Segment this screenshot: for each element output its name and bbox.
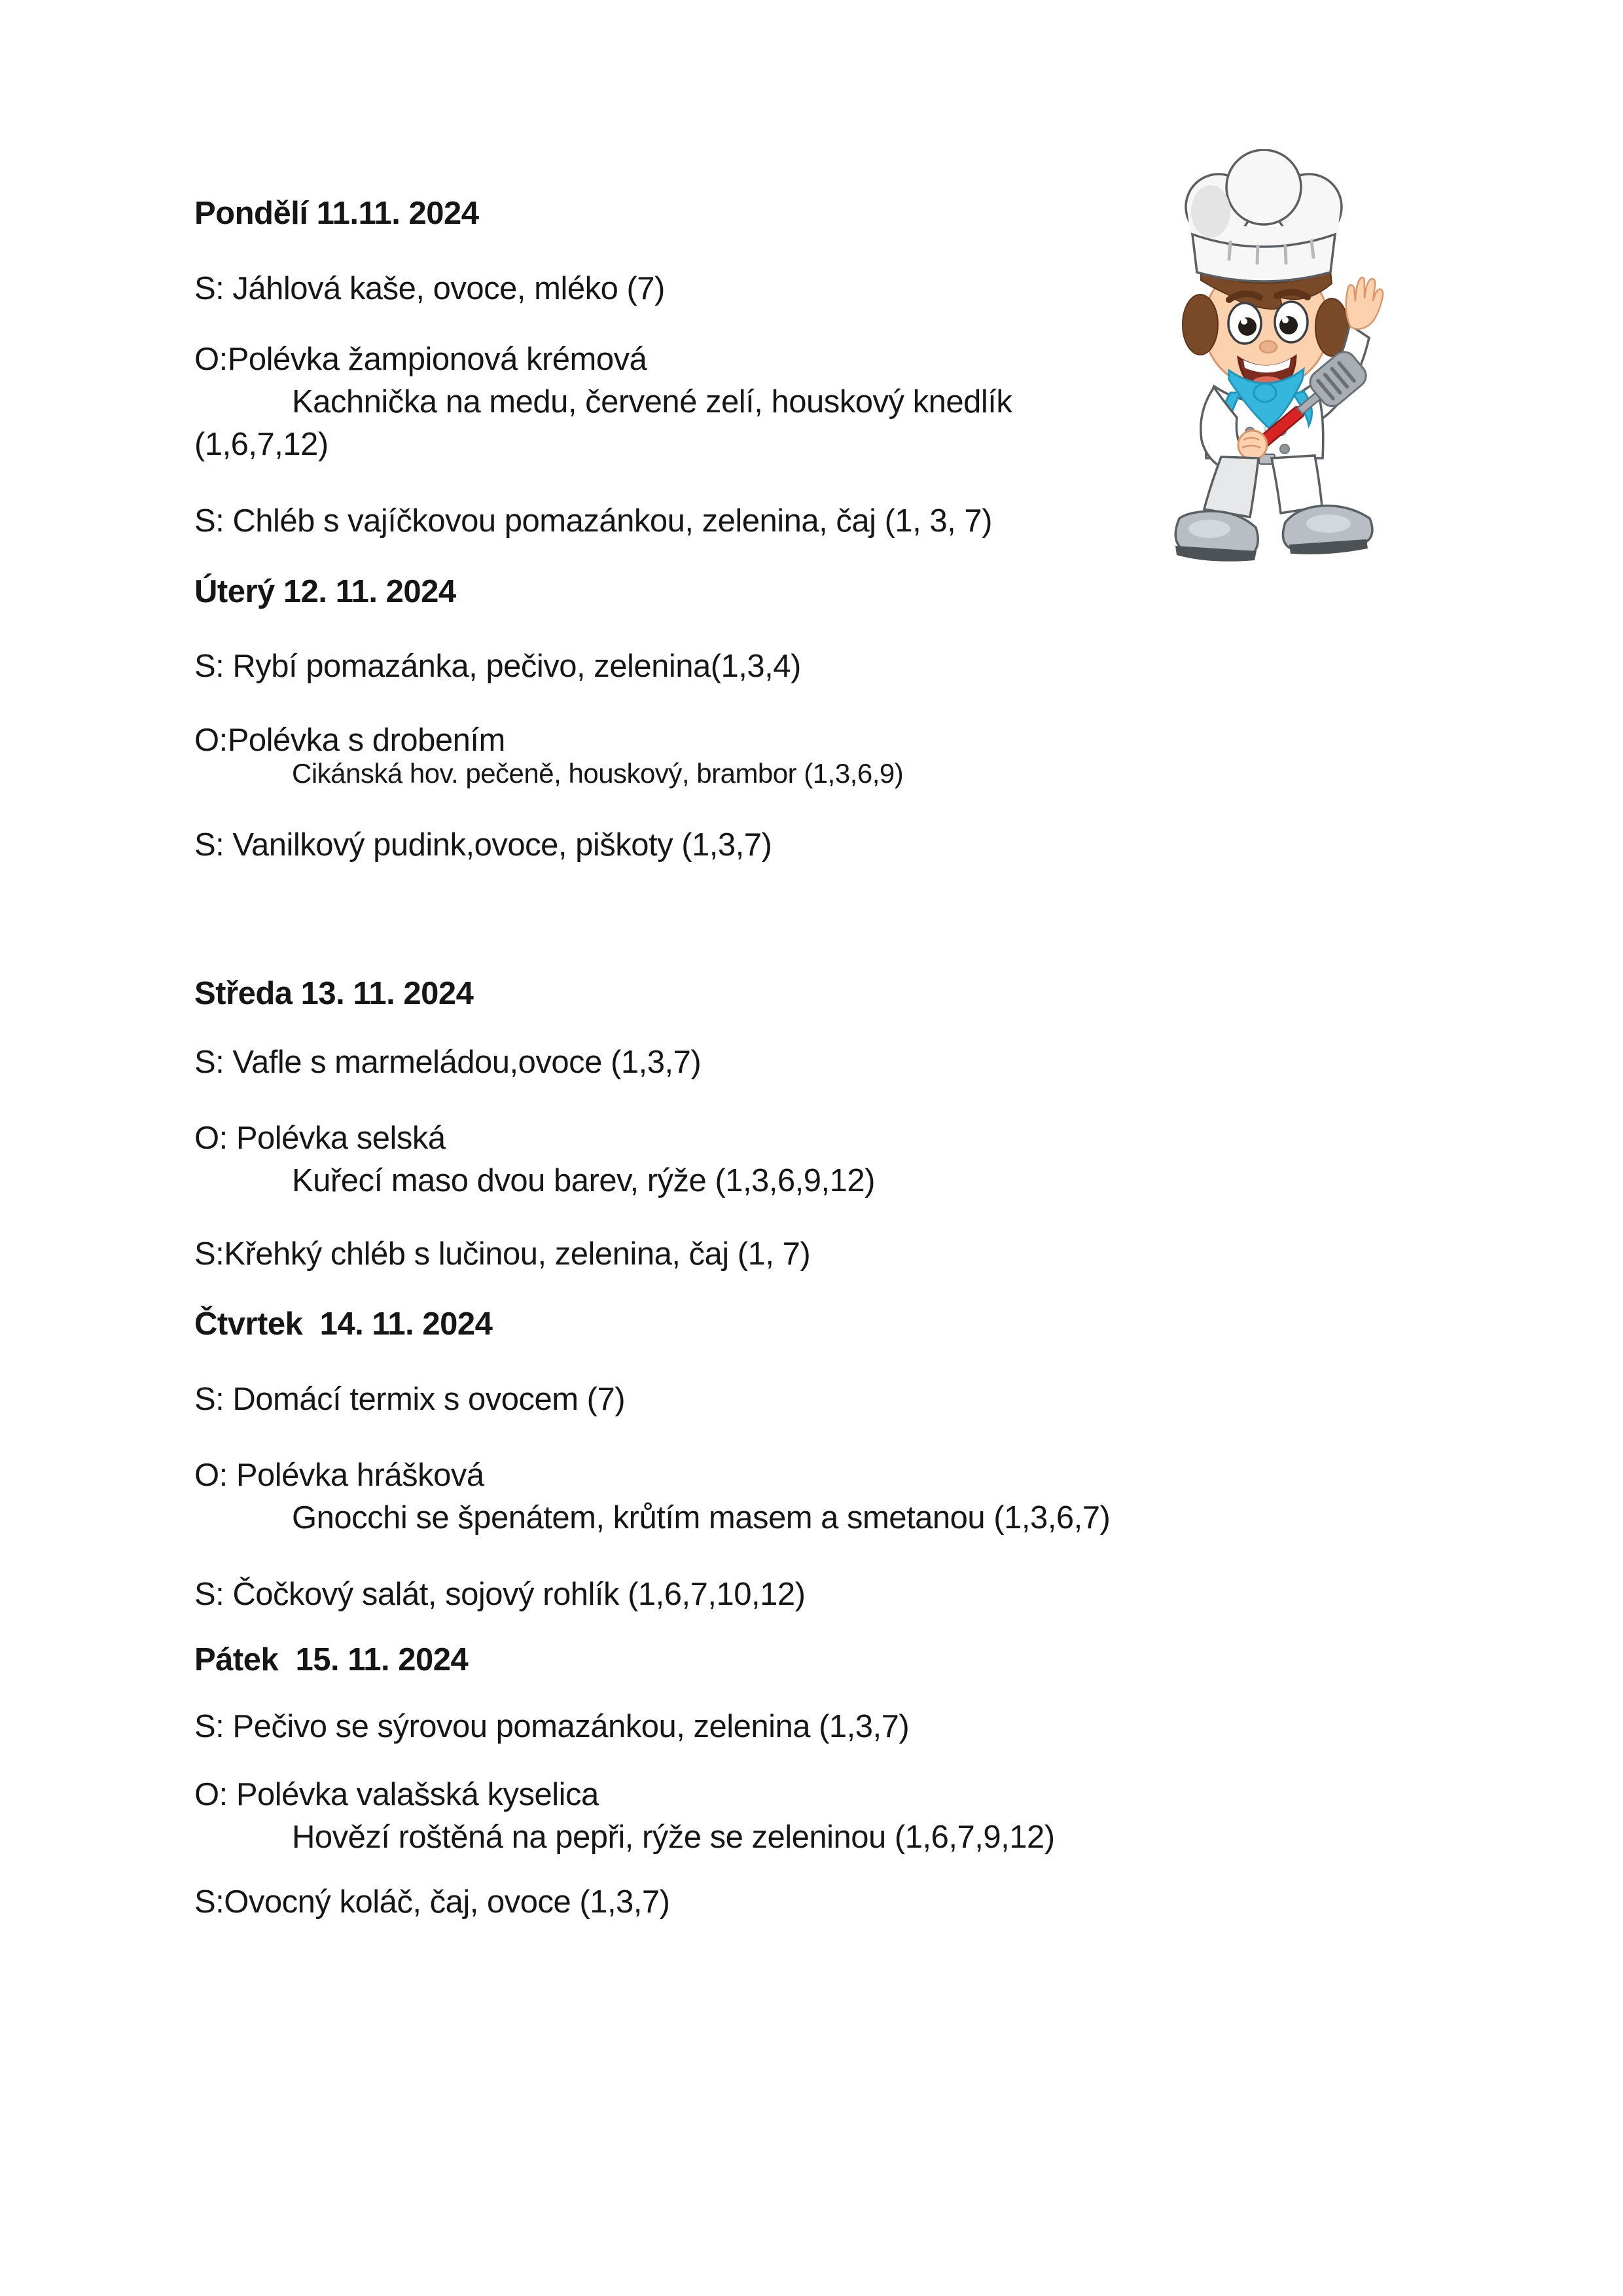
menu-line: S: Vafle s marmeládou,ovoce (1,3,7): [194, 1045, 702, 1080]
day-heading: Pondělí 11.11. 2024: [194, 196, 479, 231]
menu-line: S: Chléb s vajíčkovou pomazánkou, zelenina, čaj (1, 3, 7): [194, 503, 992, 539]
chef-shoes: [1175, 506, 1372, 562]
menu-line: S:Ovocný koláč, čaj, ovoce (1,3,7): [194, 1884, 670, 1920]
menu-line: O:Polévka žampionová krémová: [194, 342, 647, 377]
menu-line: O:Polévka s drobením: [194, 723, 505, 758]
menu-line: S: Jáhlová kaše, ovoce, mléko (7): [194, 271, 665, 306]
menu-line: O: Polévka hrášková: [194, 1458, 484, 1493]
menu-line: Hovězí roštěná na pepři, rýže se zeleninou (1,6,7,9,12): [292, 1820, 1055, 1855]
day-heading: Úterý 12. 11. 2024: [194, 574, 456, 609]
menu-line: S:Křehký chléb s lučinou, zelenina, čaj (1, 7): [194, 1236, 811, 1272]
day-heading: Středa 13. 11. 2024: [194, 976, 474, 1011]
menu-line: Gnocchi se špenátem, krůtím masem a smetanou (1,3,6,7): [292, 1500, 1111, 1535]
chef-pants: [1204, 456, 1322, 517]
chef-nose: [1260, 341, 1277, 353]
menu-line: O: Polévka selská: [194, 1121, 446, 1156]
menu-line: S: Pečivo se sýrovou pomazánkou, zelenina (1,3,7): [194, 1709, 910, 1744]
menu-line: S: Čočkový salát, sojový rohlík (1,6,7,10,12): [194, 1577, 806, 1612]
menu-line: (1,6,7,12): [194, 427, 329, 462]
chef-hat: [1186, 150, 1342, 281]
menu-line: S: Domácí termix s ovocem (7): [194, 1382, 626, 1417]
menu-line: S: Rybí pomazánka, pečivo, zelenina(1,3,4): [194, 649, 801, 684]
chef-illustration: [1132, 149, 1394, 575]
menu-line: O: Polévka valašská kyselica: [194, 1777, 599, 1812]
menu-line: Kuřecí maso dvou barev, rýže (1,3,6,9,12): [292, 1163, 875, 1198]
day-heading: Pátek 15. 11. 2024: [194, 1642, 469, 1677]
menu-line: Kachnička na medu, červené zelí, houskový knedlík: [292, 384, 1012, 420]
menu-line: Cikánská hov. pečeně, houskový, brambor (1,3,6,9): [292, 758, 904, 789]
menu-line: S: Vanilkový pudink,ovoce, piškoty (1,3,7): [194, 827, 772, 863]
day-heading: Čtvrtek 14. 11. 2024: [194, 1306, 493, 1342]
chef-fist: [1238, 431, 1267, 459]
